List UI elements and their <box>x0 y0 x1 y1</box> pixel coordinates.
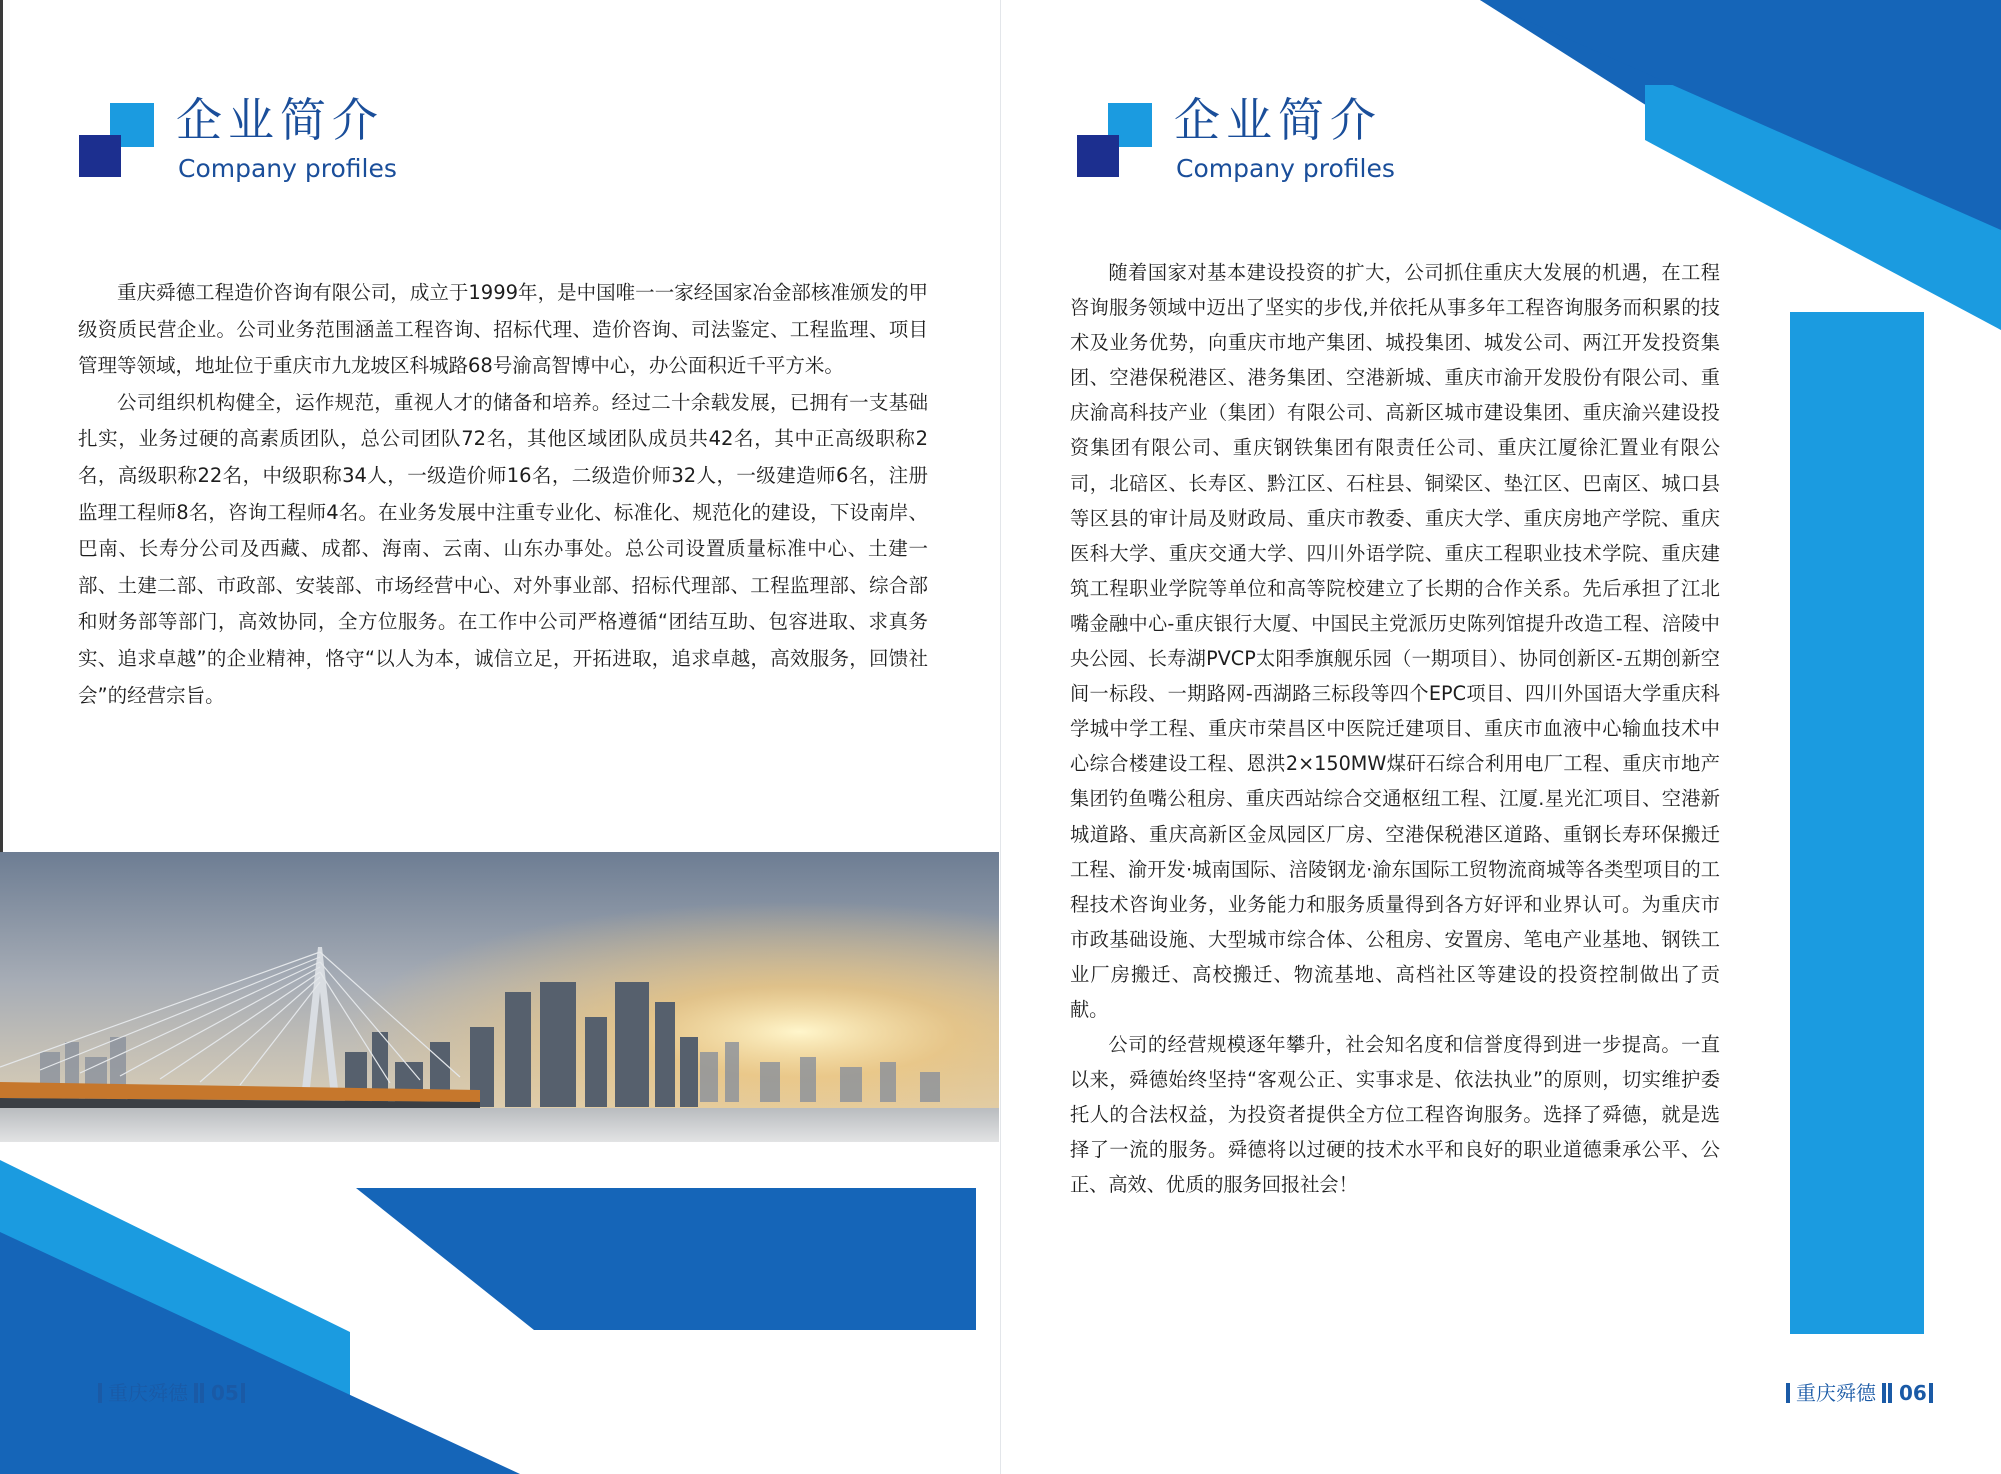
city-skyline-illustration <box>0 852 999 1142</box>
right-page-footer <box>1786 1383 1933 1403</box>
right-page-body <box>1070 255 1720 1203</box>
footer-bar-icon <box>241 1383 245 1403</box>
right-page-subtitle: Company profiles <box>1176 154 1395 183</box>
heading-logo-square-dark <box>1077 135 1119 177</box>
footer-bar-icon <box>1882 1383 1886 1403</box>
footer-bar-icon <box>1888 1383 1892 1403</box>
footer-bar-icon <box>194 1383 198 1403</box>
left-footer-brand: 重庆舜德 <box>108 1381 188 1405</box>
left-page-body <box>78 275 928 714</box>
right-footer-brand: 重庆舜德 <box>1796 1381 1876 1405</box>
left-blue-banner-shape <box>356 1188 976 1330</box>
right-paragraph-1: 随着国家对基本建设投资的扩大，公司抓住重庆大发展的机遇，在工程咨询服务领域中迈出了坚实的步伐,并依托从事多年工程咨询服务而积累的技术及业务优势，向重庆市地产集团、城投集团、城发公司、两江开发投资集团、空港保税港区、港务集团、空港新城、重庆市渝开发股份有限公司、重庆渝高科技产业（集团）有限公司、高新区城市建设集团、重庆渝兴建设投资集团有限公司、重庆钢铁集团有限责任公司、重庆江厦徐汇置业有限公司，北碚区、长寿区、黔江区、石柱县、铜梁区、垫江区、巴南区、城口县等区县的审计局及财政局、重庆市教委、重庆大学、重庆房地产学院、重庆医科大学、重庆交通大学、四川外语学院、重庆工程职业技术学院、重庆建筑工程职业学院等单位和高等院校建立了长期的合作关系。先后承担了江北嘴金融中心-重庆银行大厦、中国民主党派历史陈列馆提升改造工程、涪陵中央公园、长寿湖PVCP太阳季旗舰乐园（一期项目）、协同创新区-五期创新空间一标段、一期路网-西湖路三标段等四个EPC项目、四川外国语大学重庆科学城中学工程、重庆市荣昌区中医院迁建项目、重庆市血液中心输血技术中心综合楼建设工程、恩洪2×150MW煤矸石综合利用电厂工程、重庆市地产集团钓鱼嘴公租房、重庆西站综合交通枢纽工程、江厦.星光汇项目、空港新城道路、重庆高新区金凤园区厂房、空港保税港区道路、重钢长寿环保搬迁工程、渝开发·城南国际、涪陵钢龙·渝东国际工贸物流商城等各类型项目的工程技术咨询业务，业务能力和服务质量得到各方好评和业界认可。为重庆市市政基础设施、大型城市综合体、公租房、安置房、笔电产业基地、钢铁工业厂房搬迁、高校搬迁、物流基地、高档社区等建设的投资控制做出了贡献。 <box>1070 261 1720 1021</box>
right-vertical-blue-bar <box>1790 312 1924 1334</box>
footer-bar-icon <box>1929 1383 1933 1403</box>
right-footer-page-number: 06 <box>1898 1381 1927 1405</box>
left-page-subtitle: Company profiles <box>178 154 397 183</box>
page-divider <box>1000 0 1001 1474</box>
city-skyline-image <box>0 852 999 1142</box>
right-paragraph-2: 公司的经营规模逐年攀升，社会知名度和信誉度得到进一步提高。一直以来，舜德始终坚持“客观公正、实事求是、依法执业”的原则，切实维护委托人的合法权益，为投资者提供全方位工程咨询服务。选择了舜德，就是选择了一流的服务。舜德将以过硬的技术水平和良好的职业道德秉承公平、公正、高效、优质的服务回报社会！ <box>1070 1033 1720 1197</box>
footer-bar-icon <box>200 1383 204 1403</box>
left-paragraph-1: 重庆舜德工程造价咨询有限公司，成立于1999年，是中国唯一一家经国家冶金部核准颁发的甲级资质民营企业。公司业务范围涵盖工程咨询、招标代理、造价咨询、司法鉴定、工程监理、项目管理等领域，地址位于重庆市九龙坡区科城路68号渝高智博中心，办公面积近千平方米。 <box>78 281 928 378</box>
left-footer-page-number: 05 <box>210 1381 239 1405</box>
footer-bar-icon <box>98 1383 102 1403</box>
heading-logo-square-dark <box>79 135 121 177</box>
left-page-edge <box>0 0 3 860</box>
left-page-footer <box>98 1383 245 1403</box>
right-page-title: 企业简介 <box>1174 93 1382 147</box>
footer-bar-icon <box>1786 1383 1790 1403</box>
left-page-title: 企业简介 <box>176 93 384 147</box>
left-paragraph-2: 公司组织机构健全，运作规范，重视人才的储备和培养。经过二十余载发展，已拥有一支基础扎实，业务过硬的高素质团队，总公司团队72名，其他区域团队成员共42名，其中正高级职称2名，高级职称22名，中级职称34人，一级造价师16名，二级造价师32人，一级建造师6名，注册监理工程师8名，咨询工程师4名。在业务发展中注重专业化、标准化、规范化的建设，下设南岸、巴南、长寿分公司及西藏、成都、海南、云南、山东办事处。总公司设置质量标准中心、土建一部、土建二部、市政部、安装部、市场经营中心、对外事业部、招标代理部、工程监理部、综合部和财务部等部门，高效协同，全方位服务。在工作中公司严格遵循“团结互助、包容进取、求真务实、追求卓越”的企业精神，恪守“以人为本，诚信立足，开拓进取，追求卓越，高效服务，回馈社会”的经营宗旨。 <box>78 390 928 707</box>
